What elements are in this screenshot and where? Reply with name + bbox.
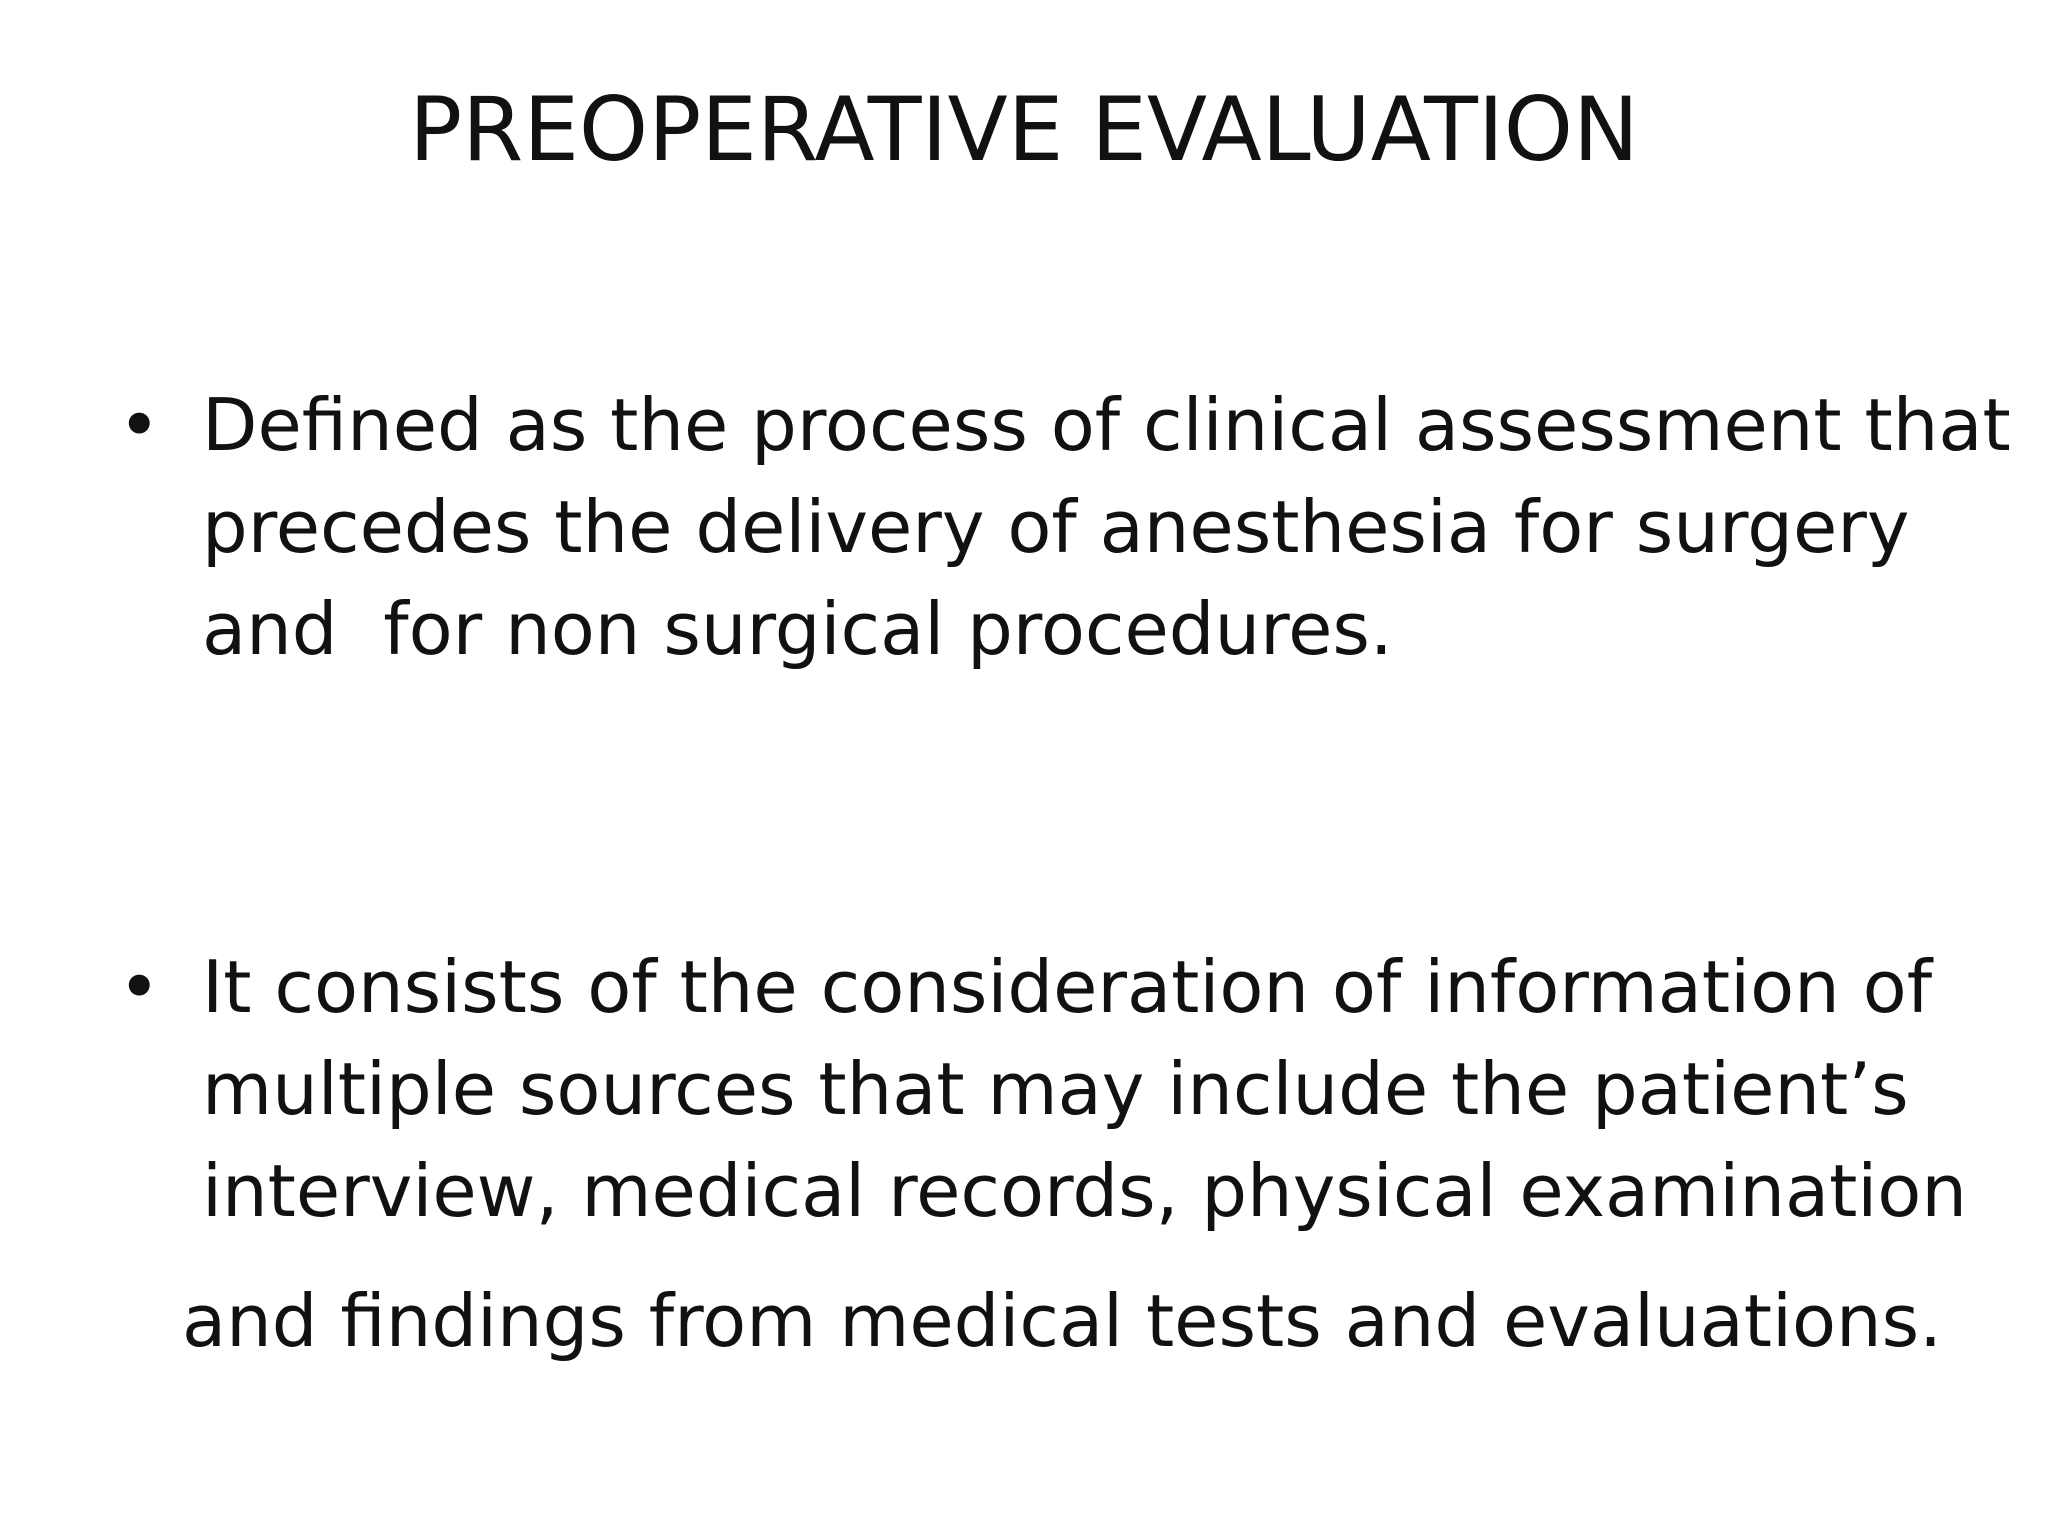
bullet-text — [202, 374, 2011, 680]
slide-title: PREOPERATIVE EVALUATION — [409, 78, 1639, 181]
bullet-line: It consists of the consideration of information of — [202, 945, 1933, 1029]
bullet-line: and for non surgical procedures. — [202, 587, 1393, 671]
continuation-line: and findings from medical tests and evaluations. — [182, 1279, 1943, 1363]
bullet-line: Defined as the process of clinical assessment that — [202, 383, 2011, 467]
bullet-text — [202, 936, 2002, 1242]
bullet-line: precedes the delivery of anesthesia for surgery — [202, 485, 1910, 569]
bullet-icon: • — [118, 383, 161, 467]
bullet-line: interview, medical records, physical examination — [202, 1149, 1967, 1233]
bullet-icon: • — [118, 945, 161, 1029]
bullet-line: multiple sources that may include the patient’s — [202, 1047, 1909, 1131]
